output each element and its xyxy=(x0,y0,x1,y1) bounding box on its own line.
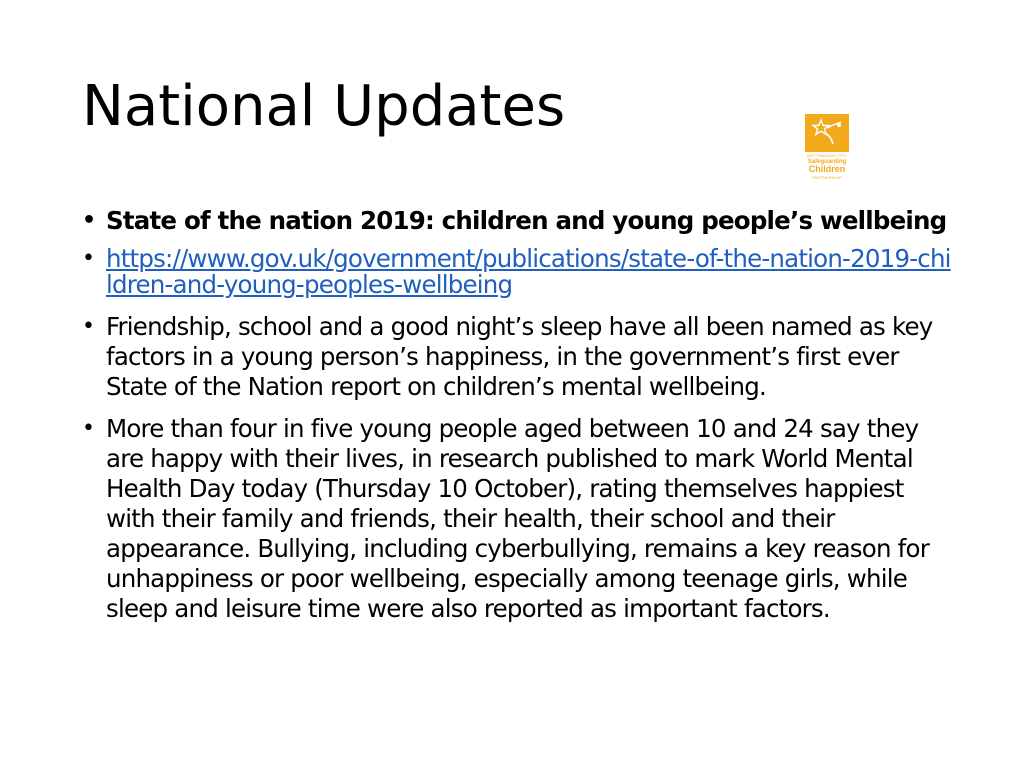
logo-line-2: Safeguarding xyxy=(807,159,847,165)
bullet-dot-icon: • xyxy=(82,246,95,271)
bullet-dot-icon: • xyxy=(82,416,95,441)
logo-line-1: NOTTINGHAM CITY xyxy=(806,153,848,158)
bullet-text: Friendship, school and a good night’s sleep have all been named as key factors in a young person’s happiness, in the government’s first ever State of the Nation report on children’s mental wellbeing. xyxy=(106,312,933,401)
bullet-item xyxy=(82,312,952,402)
bullet-text: More than four in five young people aged between 10 and 24 say they are happy with their lives, in research published to mark World Mental Health Day today (Thursday 10 October), rating themselves happiest with their family and friends, their health, their school and their appearance. Bullying, including cyberbullying, remains a key reason for unhappiness or poor wellbeing, especially among teenage girls, while sleep and leisure time were also reported as important factors. xyxy=(106,414,929,623)
star-figure-icon xyxy=(805,114,849,152)
bullet-list xyxy=(82,206,952,636)
bullet-item xyxy=(82,246,952,298)
logo-line-4: PARTNERSHIP xyxy=(811,175,843,180)
bullet-dot-icon: • xyxy=(82,314,95,339)
bullet-heading: State of the nation 2019: children and young people’s wellbeing xyxy=(106,206,947,235)
logo-line-3: Children xyxy=(808,164,846,174)
bullet-item xyxy=(82,206,952,236)
bullet-dot-icon: • xyxy=(82,208,96,233)
partnership-logo xyxy=(805,114,849,186)
report-link[interactable]: https://www.gov.uk/government/publications/state-of-the-nation-2019-children-and-young-peoples-wellbeing xyxy=(106,244,951,299)
bullet-item xyxy=(82,414,952,624)
logo-text xyxy=(805,152,849,180)
slide-title: National Updates xyxy=(82,74,566,139)
